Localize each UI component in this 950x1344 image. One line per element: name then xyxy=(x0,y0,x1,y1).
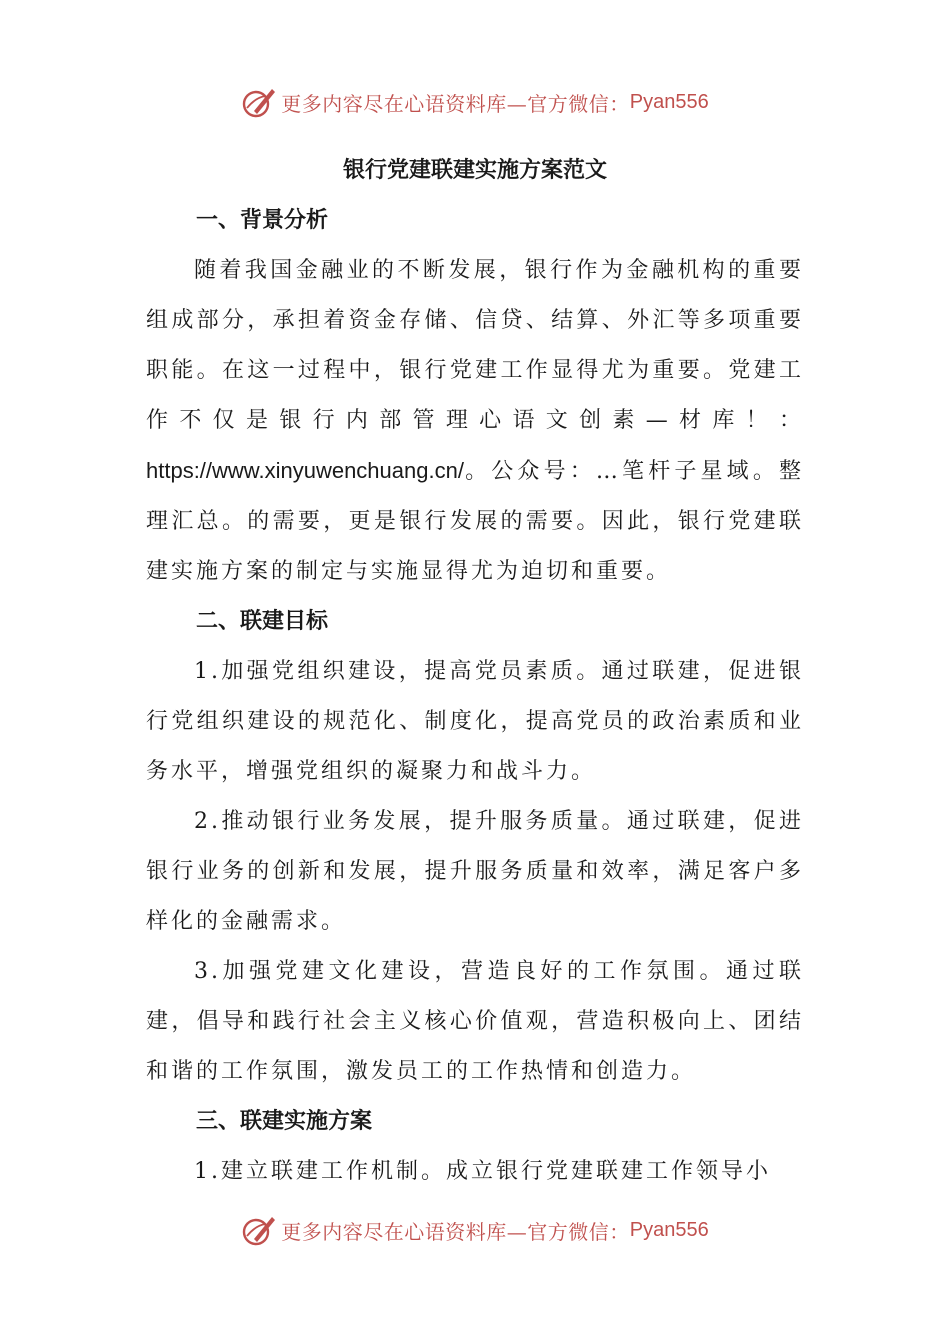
header-banner xyxy=(0,80,950,124)
paragraph-background xyxy=(146,246,804,597)
pen-logo-icon xyxy=(241,84,277,120)
pen-logo-icon xyxy=(241,1212,277,1248)
website-link[interactable]: https://www.xinyuwenchuang.cn/ xyxy=(146,458,464,483)
paragraph-text: 随着我国金融业的不断发展，银行作为金融机构的重要组成部分，承担着资金存储、信贷、结算、外汇等多项重要职能。在这一过程中，银行党建工作显得尤为重要。党建工作不仅是银行内部管理心语文创素—材库！： xyxy=(146,258,804,433)
section-heading-plan: 三、联建实施方案 xyxy=(196,1109,373,1134)
banner-wechat-id: Pyan556 xyxy=(629,1218,709,1241)
paragraph-text: 。公众号：…笔杆子星域。整理汇总。的需要，更是银行发展的需要。因此，银行党建联建实施方案的制定与实施显得尤为迫切和重要。 xyxy=(146,459,804,584)
footer-banner xyxy=(0,1208,950,1252)
banner-text: 更多内容尽在心语资料库—官方微信： xyxy=(281,91,630,116)
goal-item-1: 1.加强党组织建设，提高党员素质。通过联建，促进银行党组织建设的规范化、制度化，提高党员的政治素质和业务水平，增强党组织的凝聚力和战斗力。 xyxy=(146,659,804,784)
goal-item-2: 2.推动银行业务发展，提升服务质量。通过联建，促进银行业务的创新和发展，提升服务质量和效率，满足客户多样化的金融需求。 xyxy=(146,809,804,934)
document-body xyxy=(146,146,804,1197)
document-title: 银行党建联建实施方案范文 xyxy=(342,158,607,183)
banner-wechat-id: Pyan556 xyxy=(629,90,709,113)
banner-text: 更多内容尽在心语资料库—官方微信： xyxy=(281,1219,630,1244)
goal-item-3: 3.加强党建文化建设，营造良好的工作氛围。通过联建，倡导和践行社会主义核心价值观，营造积极向上、团结和谐的工作氛围，激发员工的工作热情和创造力。 xyxy=(146,959,804,1084)
section-heading-goals: 二、联建目标 xyxy=(196,609,329,634)
plan-item-1: 1.建立联建工作机制。成立银行党建联建工作领导小 xyxy=(194,1159,771,1184)
section-heading-background: 一、背景分析 xyxy=(196,208,329,233)
